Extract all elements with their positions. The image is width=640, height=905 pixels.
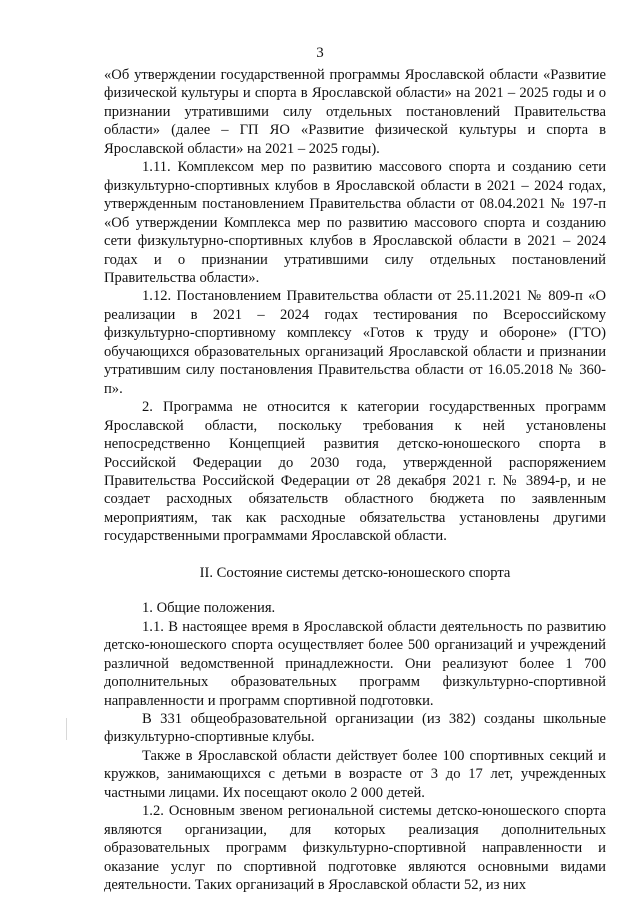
paragraph-general-provisions: 1. Общие положения. — [142, 600, 276, 617]
paragraph-private-sections: Также в Ярославской области действует более 100 спортивных секций и кружков, занимающихся с детьми в возрасте от 3 до 17 лет, учрежденных частными лицами. Их посещают около 2 000 детей. — [104, 747, 606, 801]
section-heading: II. Состояние системы детско-юношеского спорта — [199, 564, 511, 581]
paragraph-1-2: 1.2. Основным звеном региональной системы детско-юношеского спорта являются организации, для которых реализация дополнительных образовательных программ физкультурно-спортивной направленности и оказание услуг по спортивной подготовке являются основными видами деятельности. Таких организаций в Ярославской области 52, из них — [104, 803, 606, 894]
page-number: 3 — [316, 45, 324, 61]
margin-mark — [66, 718, 67, 740]
paragraph-1-1: 1.1. В настоящее время в Ярославской области деятельность по развитию детско-юношеского спорта осуществляет более 500 организаций и учреждений различной ведомственной принадлежности. Они реализуют более 1 700 дополнительных образовательных программ физкультурно-спортивной направленности и программ спортивной подготовки. — [104, 618, 606, 709]
paragraph-2: 2. Программа не относится к категории государственных программ Ярославской области, поскольку требования к ней установлены непосредственно Концепцией развития детско-юношеского спорта в Российской Федерации до 2030 года, утвержденной распоряжением Правительства Российской Федерации от 28 декабря 2021 г. № 3894-р, и не создает расходных обязательств областного бюджета по заявленным мероприятиям, так как расходные обязательства установлены другими государственными программами Ярославской области. — [104, 399, 606, 545]
paragraph-1-12: 1.12. Постановлением Правительства области от 25.11.2021 № 809-п «О реализации в 2021 – 2024 годах тестирования по Всероссийскому физкультурно-спортивному комплексу «Готов к труду и обороне» (ГТО) обучающихся образовательных организаций Ярославской области и признании утратившим силу постановления Правительства области от 16.05.2018 № 360-п». — [104, 288, 606, 397]
paragraph-gp-yao-reference: «Об утверждении государственной программы Ярославской области «Развитие физической культуры и спорта в Ярославской области» на 2021 – 2025 годы и о признании утратившими силу отдельных постановлений Правительства области» (далее – ГП ЯО «Развитие физической культуры и спорта в Ярославской области» на 2021 – 2025 годы). — [104, 67, 606, 157]
paragraph-1-11: 1.11. Комплексом мер по развитию массового спорта и созданию сети физкультурно-спортивных клубов в Ярославской области в 2021 – 2024 годах, утвержденным постановлением Правительства области от 08.04.2021 № 197-п «Об утверждении Комплекса мер по развитию массового спорта и созданию сети физкультурно-спортивных клубов в Ярославской области в 2021 – 2024 годах и о признании утратившими силу отдельных постановлений Правительства области». — [104, 159, 606, 286]
document-body — [104, 66, 606, 894]
paragraph-school-clubs: В 331 общеобразовательной организации (из 382) созданы школьные физкультурно-спортивные клубы. — [104, 710, 606, 746]
